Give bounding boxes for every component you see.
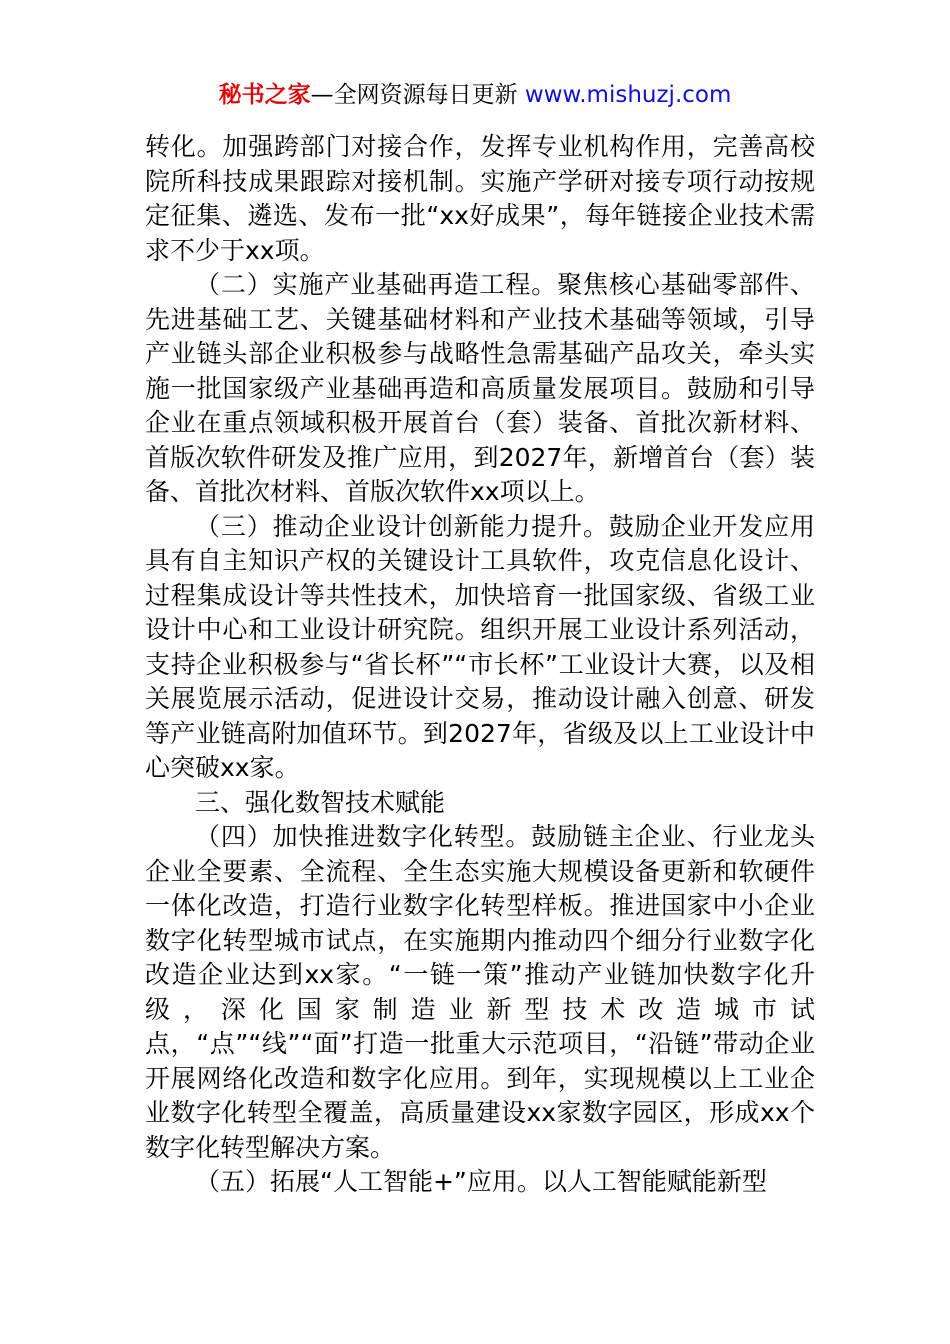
paragraph-item-3: （三）推动企业设计创新能力提升。鼓励企业开发应用具有自主知识产权的关键设计工具软件，攻克信息化设计、过程集成设计等共性技术，加快培育一批国家级、省级工业设计中心和工业设计研究院。组织开展工业设计系列活动，支持企业积极参与“省长杯”“市长杯”工业设计大赛，以及相关展览展示活动，促进设计交易，推动设计融入创意、研发等产业链高附加值环节。到2027年，省级及以上工业设计中心突破xx家。 (145, 511, 815, 782)
site-url[interactable]: www.mishuzj.com (524, 82, 732, 108)
paragraph-item-5: （五）拓展“人工智能+”应用。以人工智能赋能新型 (195, 1167, 767, 1196)
paragraph-item-4: （四）加快推进数字化转型。鼓励链主企业、行业龙头企业全要素、全流程、全生态实施大规模设备更新和软硬件一体化改造，打造行业数字化转型样板。推进国家中小企业数字化转型城市试点，在实施期内推动四个细分行业数字化改造企业达到xx家。“一链一策”推动产业链加快数字化升级，深化国家制造业新型技术改造城市试点，“点”“线”“面”打造一批重大示范项目，“沿链”带动企业开展网络化改造和数字化应用。到年，实现规模以上工业企业数字化转型全覆盖，高质量建设xx家数字园区，形成xx个数字化转型解决方案。 (145, 822, 815, 1162)
section-heading-3: 三、强化数智技术赋能 (195, 787, 446, 817)
site-header (0, 78, 950, 112)
paragraph-item-2: （二）实施产业基础再造工程。聚焦核心基础零部件、先进基础工艺、关键基础材料和产业技术基础等领域，引导产业链头部企业积极参与战略性急需基础产品攻关，牵头实施一批国家级产业基础再造和高质量发展项目。鼓励和引导企业在重点领域积极开展首台（套）装备、首批次新材料、首版次软件研发及推广应用，到2027年，新增首台（套）装备、首批次材料、首版次软件xx项以上。 (145, 270, 815, 506)
document-body (145, 130, 815, 1200)
site-brand: 秘书之家 (218, 82, 311, 108)
paragraph-continuation: 转化。加强跨部门对接合作，发挥专业机构作用，完善高校院所科技成果跟踪对接机制。实施产学研对接专项行动按规定征集、遴选、发布一批“xx好成果”，每年链接企业技术需求不少于xx项。 (145, 132, 815, 265)
site-tagline: —全网资源每日更新 (310, 82, 525, 108)
